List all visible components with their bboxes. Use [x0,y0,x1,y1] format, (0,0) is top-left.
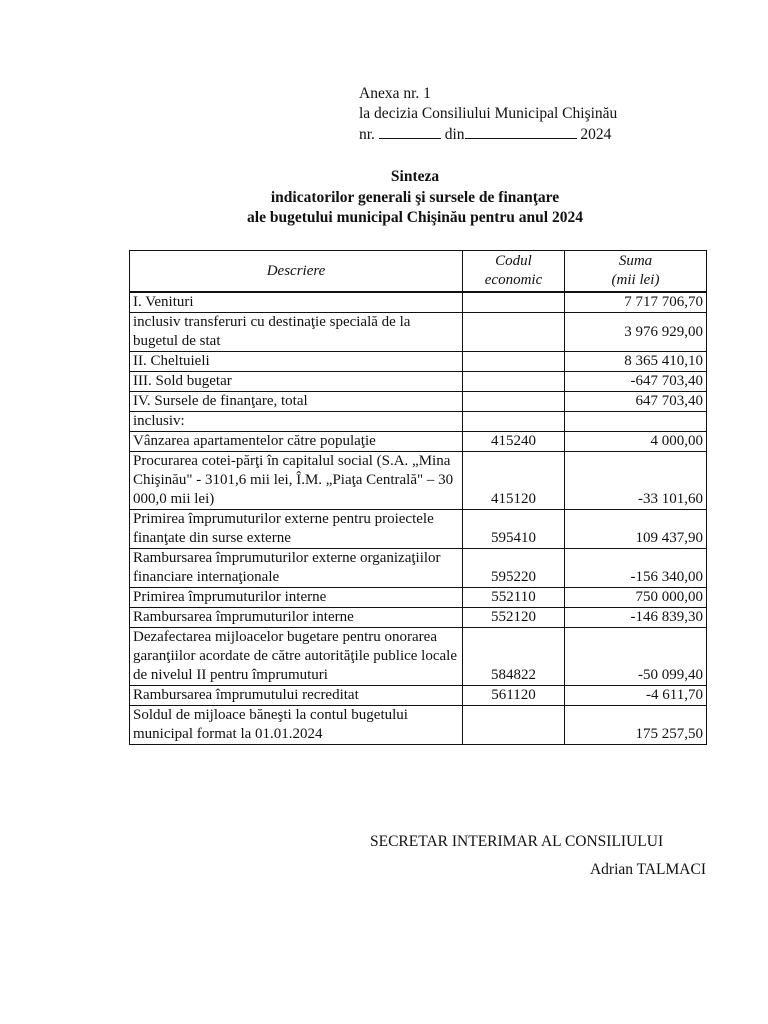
row-description: Vânzarea apartamentelor către populaţie [130,432,463,452]
row-code [463,313,565,352]
row-sum: 8 365 410,10 [565,352,707,372]
row-code: 595220 [463,549,565,588]
row-code: 415120 [463,452,565,510]
row-sum: -146 839,30 [565,608,707,628]
header-code-line-2: economic [484,272,543,288]
row-sum: 7 717 706,70 [565,292,707,313]
signatory-position: SECRETAR INTERIMAR AL CONSILIULUI [370,833,664,850]
row-code: 552110 [463,588,565,608]
table-row [130,313,707,352]
annex-din-label: din [444,126,465,143]
table-row [130,686,707,706]
table-row [130,452,707,510]
row-sum: 3 976 929,00 [565,313,707,352]
row-description: inclusiv transferuri cu destinaţie specială de la bugetul de stat [130,313,463,352]
row-code [463,292,565,313]
row-description: Rambursarea împrumutului recreditat [130,686,463,706]
row-description: inclusiv: [130,412,463,432]
signature-block [370,828,706,884]
table-row [130,292,707,313]
annex-number: Anexa nr. 1 [359,85,431,102]
signatory-name: Adrian TALMACI [589,861,706,878]
row-description: Rambursarea împrumuturilor interne [130,608,463,628]
row-description: I. Venituri [130,292,463,313]
row-sum: 4 000,00 [565,432,707,452]
row-description: Soldul de mijloace băneşti la contul bugetului municipal format la 01.01.2024 [130,706,463,745]
row-description: IV. Sursele de finanţare, total [130,392,463,412]
row-sum: 175 257,50 [565,706,707,745]
annex-block [359,84,617,145]
row-description: III. Sold bugetar [130,372,463,392]
row-code: 561120 [463,686,565,706]
row-sum: 647 703,40 [565,392,707,412]
row-code [463,352,565,372]
table-row [130,412,707,432]
row-description: II. Cheltuieli [130,352,463,372]
table-row [130,372,707,392]
row-description: Primirea împrumuturilor externe pentru proiectele finanţate din surse externe [130,510,463,549]
table-row [130,706,707,745]
date-blank-line [465,124,577,139]
row-code [463,392,565,412]
row-description: Rambursarea împrumuturilor externe organizaţiilor financiare internaţionale [130,549,463,588]
table-row [130,432,707,452]
annex-nr-label: nr. [359,126,375,143]
header-sum [565,251,707,293]
row-sum: 109 437,90 [565,510,707,549]
row-code [463,412,565,432]
row-code: 415240 [463,432,565,452]
row-sum: 750 000,00 [565,588,707,608]
table-row [130,510,707,549]
row-code: 584822 [463,628,565,686]
title-line-2: indicatorilor generali şi sursele de finanţare [270,188,560,206]
row-sum: -50 099,40 [565,628,707,686]
table-row [130,352,707,372]
row-sum: -33 101,60 [565,452,707,510]
nr-blank-line [379,124,441,139]
table-row [130,392,707,412]
table-row [130,549,707,588]
table-row [130,588,707,608]
row-code: 552120 [463,608,565,628]
header-description: Descriere [130,251,463,293]
header-code [463,251,565,293]
row-code [463,372,565,392]
row-sum [565,412,707,432]
document-title [200,167,630,229]
row-sum: -156 340,00 [565,549,707,588]
row-description: Procurarea cotei-părţi în capitalul social (S.A. „Mina Chişinău" - 3101,6 mii lei, Î.M. „Piaţa Centrală" – 30 000,0 mii lei) [130,452,463,510]
row-description: Primirea împrumuturilor interne [130,588,463,608]
table-header-row [130,251,707,293]
header-sum-line-1: Suma [618,253,653,269]
row-code: 595410 [463,510,565,549]
row-sum: -647 703,40 [565,372,707,392]
annex-decision: la decizia Consiliului Municipal Chişinău [359,105,618,122]
row-code [463,706,565,745]
table-row [130,628,707,686]
header-code-line-1: Codul [495,253,532,269]
annex-reference [359,124,617,145]
title-line-1: Sinteza [390,168,440,185]
row-sum: -4 611,70 [565,686,707,706]
header-sum-line-2: (mii lei) [611,272,660,288]
annex-year: 2024 [580,126,612,143]
table-row [130,608,707,628]
budget-table [129,250,707,745]
title-line-3: ale bugetului municipal Chişinău pentru anul 2024 [247,209,583,226]
row-description: Dezafectarea mijloacelor bugetare pentru onorarea garanţiilor acordate de către autorităţile publice locale de nivelul II pentru împrumuturi [130,628,463,686]
